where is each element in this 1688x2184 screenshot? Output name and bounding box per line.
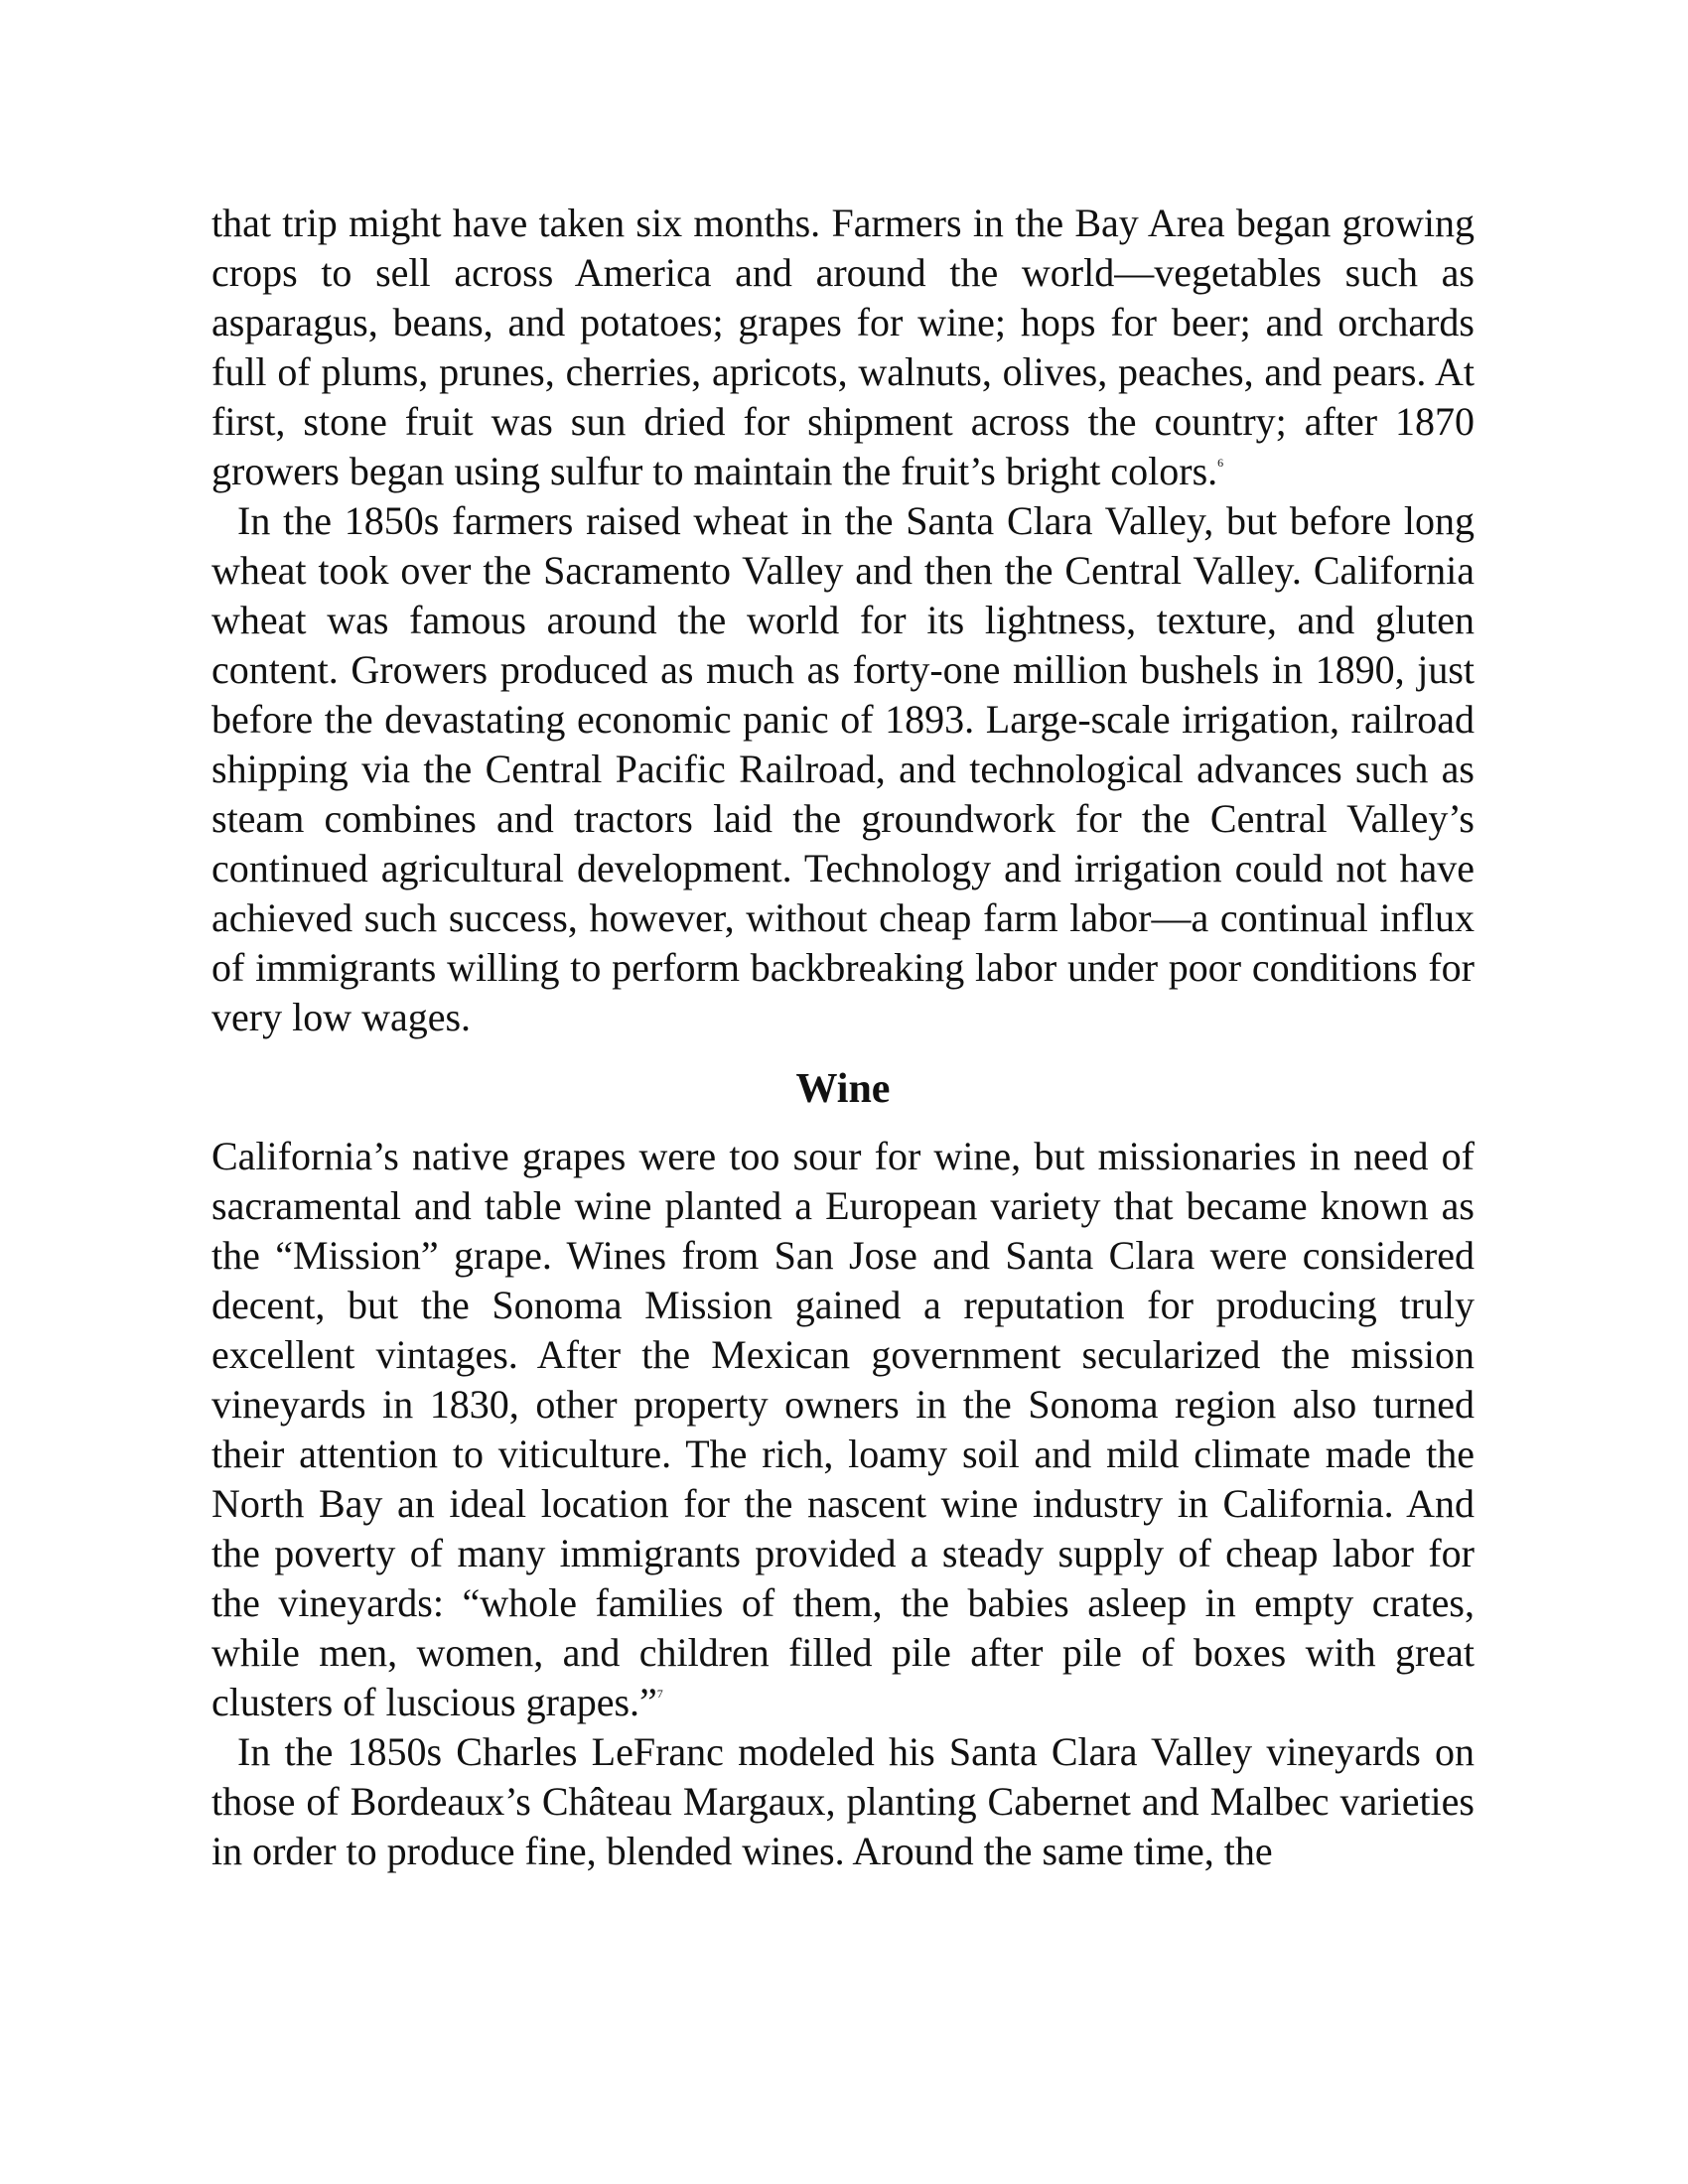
body-paragraph xyxy=(211,496,1475,1042)
section-heading: Wine xyxy=(795,1066,891,1112)
body-paragraph xyxy=(211,1132,1475,1727)
footnote-marker[interactable]: 7 xyxy=(656,1687,663,1701)
body-paragraph xyxy=(211,1727,1475,1876)
body-paragraph xyxy=(211,199,1475,496)
paragraph-text: In the 1850s farmers raised wheat in the Santa Clara Valley, but before long wheat took over the Sacramento Valley and then the Central Valley. California wheat was famous around the world for its lightness, texture, and gluten content. Growers produced as much as forty-one million bushels in 1890, just before the devastating economic panic of 1893. Large-scale irrigation, railroad shipping via the Central Pacific Railroad, and technological advances such as steam combines and tractors laid the groundwork for the Central Valley’s continued agricultural development. Technology and irrigation could not have achieved such success, however, without cheap farm labor—a continual influx of immigrants willing to perform backbreaking labor under poor conditions for very low wages. xyxy=(211,498,1475,1039)
paragraph-text: California’s native grapes were too sour for wine, but missionaries in need of sacramental and table wine planted a European variety that became known as the “Mission” grape. Wines from San Jose and Santa Clara were considered decent, but the Sonoma Mission gained a reputation for producing truly excellent vintages. After the Mexican government secularized the mission vineyards in 1830, other property owners in the Sonoma region also turned their attention to viticulture. The rich, loamy soil and mild climate made the North Bay an ideal location for the nascent wine industry in California. And the poverty of many immigrants provided a steady supply of cheap labor for the vineyards: “whole families of them, the babies asleep in empty crates, while men, women, and children filled pile after pile of boxes with great clusters of luscious grapes.” xyxy=(211,1134,1475,1724)
paragraph-text: that trip might have taken six months. Farmers in the Bay Area began growing crops to sell across America and around the world—vegetables such as asparagus, beans, and potatoes; grapes for wine; hops for beer; and orchards full of plums, prunes, cherries, apricots, walnuts, olives, peaches, and pears. At first, stone fruit was sun dried for shipment across the country; after 1870 growers began using sulfur to maintain the fruit’s bright colors. xyxy=(211,201,1475,493)
footnote-marker[interactable]: 6 xyxy=(1217,456,1224,470)
document-page xyxy=(211,199,1475,1876)
paragraph-text: In the 1850s Charles LeFranc modeled his Santa Clara Valley vineyards on those of Bordeaux’s Château Margaux, planting Cabernet and Malbec varieties in order to produce fine, blended wines. Around the same time, the xyxy=(211,1729,1475,1873)
